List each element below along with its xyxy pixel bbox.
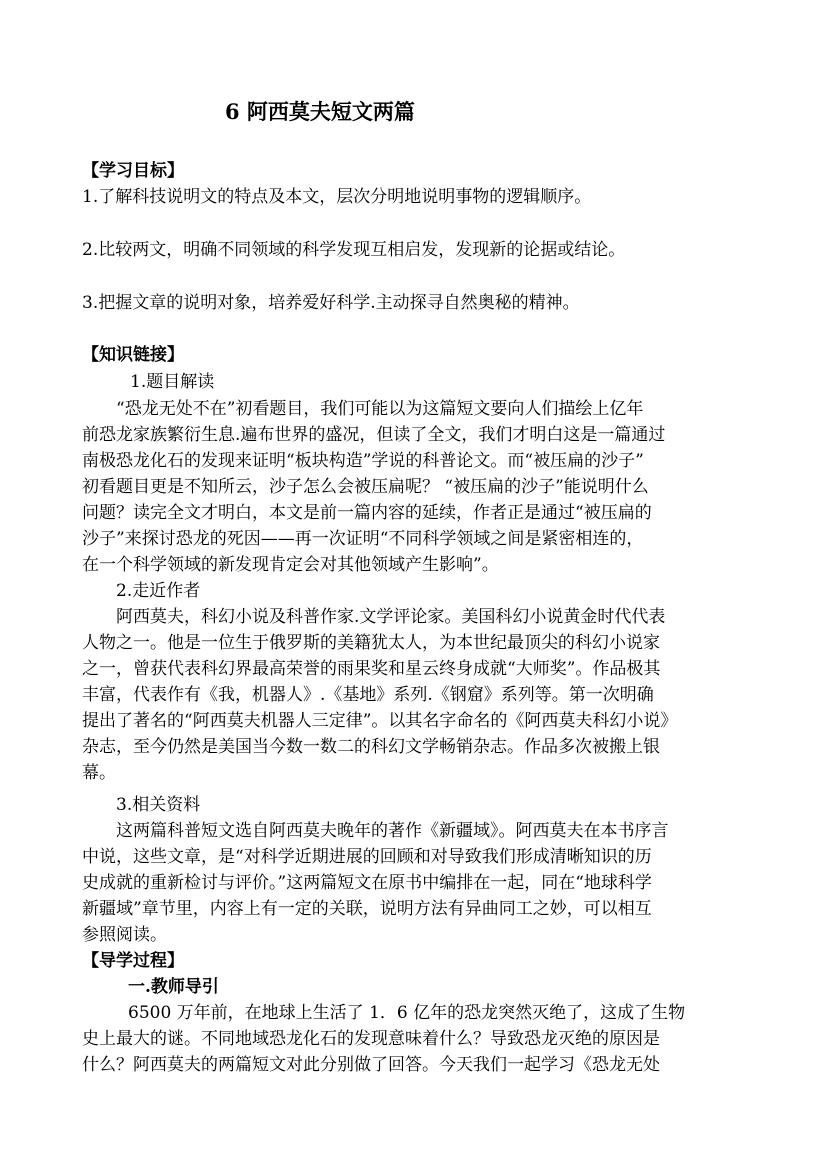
paragraph-line: 之一，曾获代表科幻界最高荣誉的雨果奖和星云终身成就“大师奖”。作品极其: [82, 659, 661, 679]
knowledge-sub-title-materials: 3.相关资料: [116, 795, 201, 815]
paragraph-line: 这两篇科普短文选自阿西莫夫晚年的著作《新疆域》。阿西莫夫在本书序言: [116, 821, 669, 841]
paragraph-line: 阿西莫夫，科幻小说及科普作家.文学评论家。美国科幻小说黄金时代代表: [116, 607, 666, 627]
paragraph-line: 前恐龙家族繁衍生息.遍布世界的盛况，但读了全文，我们才明白这是一篇通过: [82, 425, 666, 445]
paragraph-line: 初看题目更是不知所云，沙子怎么会被压扁呢？ “被压扁的沙子”能说明什么: [82, 477, 649, 497]
objective-item-3: 3.把握文章的说明对象，培养爱好科学.主动探寻自然奥秘的精神。: [82, 293, 580, 313]
objectives-heading: 【学习目标】: [82, 161, 184, 181]
paragraph-line: 丰富，代表作有《我，机器人》.《基地》系列.《钢窟》系列等。第一次明确: [82, 685, 654, 705]
paragraph-line: “恐龙无处不在”初看题目，我们可能以为这篇短文要向人们描绘上亿年: [116, 399, 644, 419]
paragraph-line: 提出了著名的“阿西莫夫机器人三定律”。以其名字命名的《阿西莫夫科幻小说》: [82, 711, 678, 731]
knowledge-sub-title-interpretation: 1.题目解读: [130, 372, 215, 392]
paragraph-line: 在一个科学领域的新发现肯定会对其他领域产生影响”。: [82, 555, 499, 575]
knowledge-heading: 【知识链接】: [82, 345, 184, 365]
objective-item-1: 1.了解科技说明文的特点及本文，层次分明地说明事物的逻辑顺序。: [82, 187, 592, 207]
paragraph-line: 中说，这些文章，是“对科学近期进展的回顾和对导致我们形成清晰知识的历: [82, 847, 652, 867]
paragraph-line: 问题？读完全文才明白，本文是前一篇内容的延续，作者正是通过“被压扁的: [82, 503, 652, 523]
process-sub-title-teacher-guide: 一.教师导引: [128, 977, 219, 997]
paragraph-line: 什么？阿西莫夫的两篇短文对此分别做了回答。今天我们一起学习《恐龙无处: [82, 1055, 660, 1075]
page-title: 6 阿西莫夫短文两篇: [225, 99, 415, 124]
paragraph-line: 参照阅读。: [82, 925, 167, 945]
paragraph-line: 史成就的重新检讨与评价。”这两篇短文在原书中编排在一起，同在“地球科学: [82, 873, 652, 893]
paragraph-line: 杂志，至今仍然是美国当今数一数二的科幻文学畅销杂志。作品多次被搬上银: [82, 737, 660, 757]
paragraph-line: 南极恐龙化石的发现来证明“板块构造”学说的科普论文。而“被压扁的沙子”: [82, 451, 644, 471]
paragraph-line: 幕。: [82, 763, 116, 783]
paragraph-line: 史上最大的谜。不同地域恐龙化石的发现意味着什么？导致恐龙灭绝的原因是: [82, 1029, 660, 1049]
paragraph-line: 沙子”来探讨恐龙的死因——再一次证明“不同科学领域之间是紧密相连的，: [82, 529, 644, 549]
process-heading: 【导学过程】: [82, 951, 184, 971]
paragraph-line: 新疆域”章节里，内容上有一定的关联，说明方法有异曲同工之妙，可以相互: [82, 899, 652, 919]
paragraph-line: 6500 万年前，在地球上生活了 1．6 亿年的恐龙突然灭绝了，这成了生物: [128, 1003, 686, 1023]
paragraph-line: 人物之一。他是一位生于俄罗斯的美籍犹太人，为本世纪最顶尖的科幻小说家: [82, 633, 660, 653]
objective-item-2: 2.比较两文，明确不同领域的科学发现互相启发，发现新的论据或结论。: [82, 240, 626, 260]
knowledge-sub-title-author: 2.走近作者: [116, 581, 201, 601]
